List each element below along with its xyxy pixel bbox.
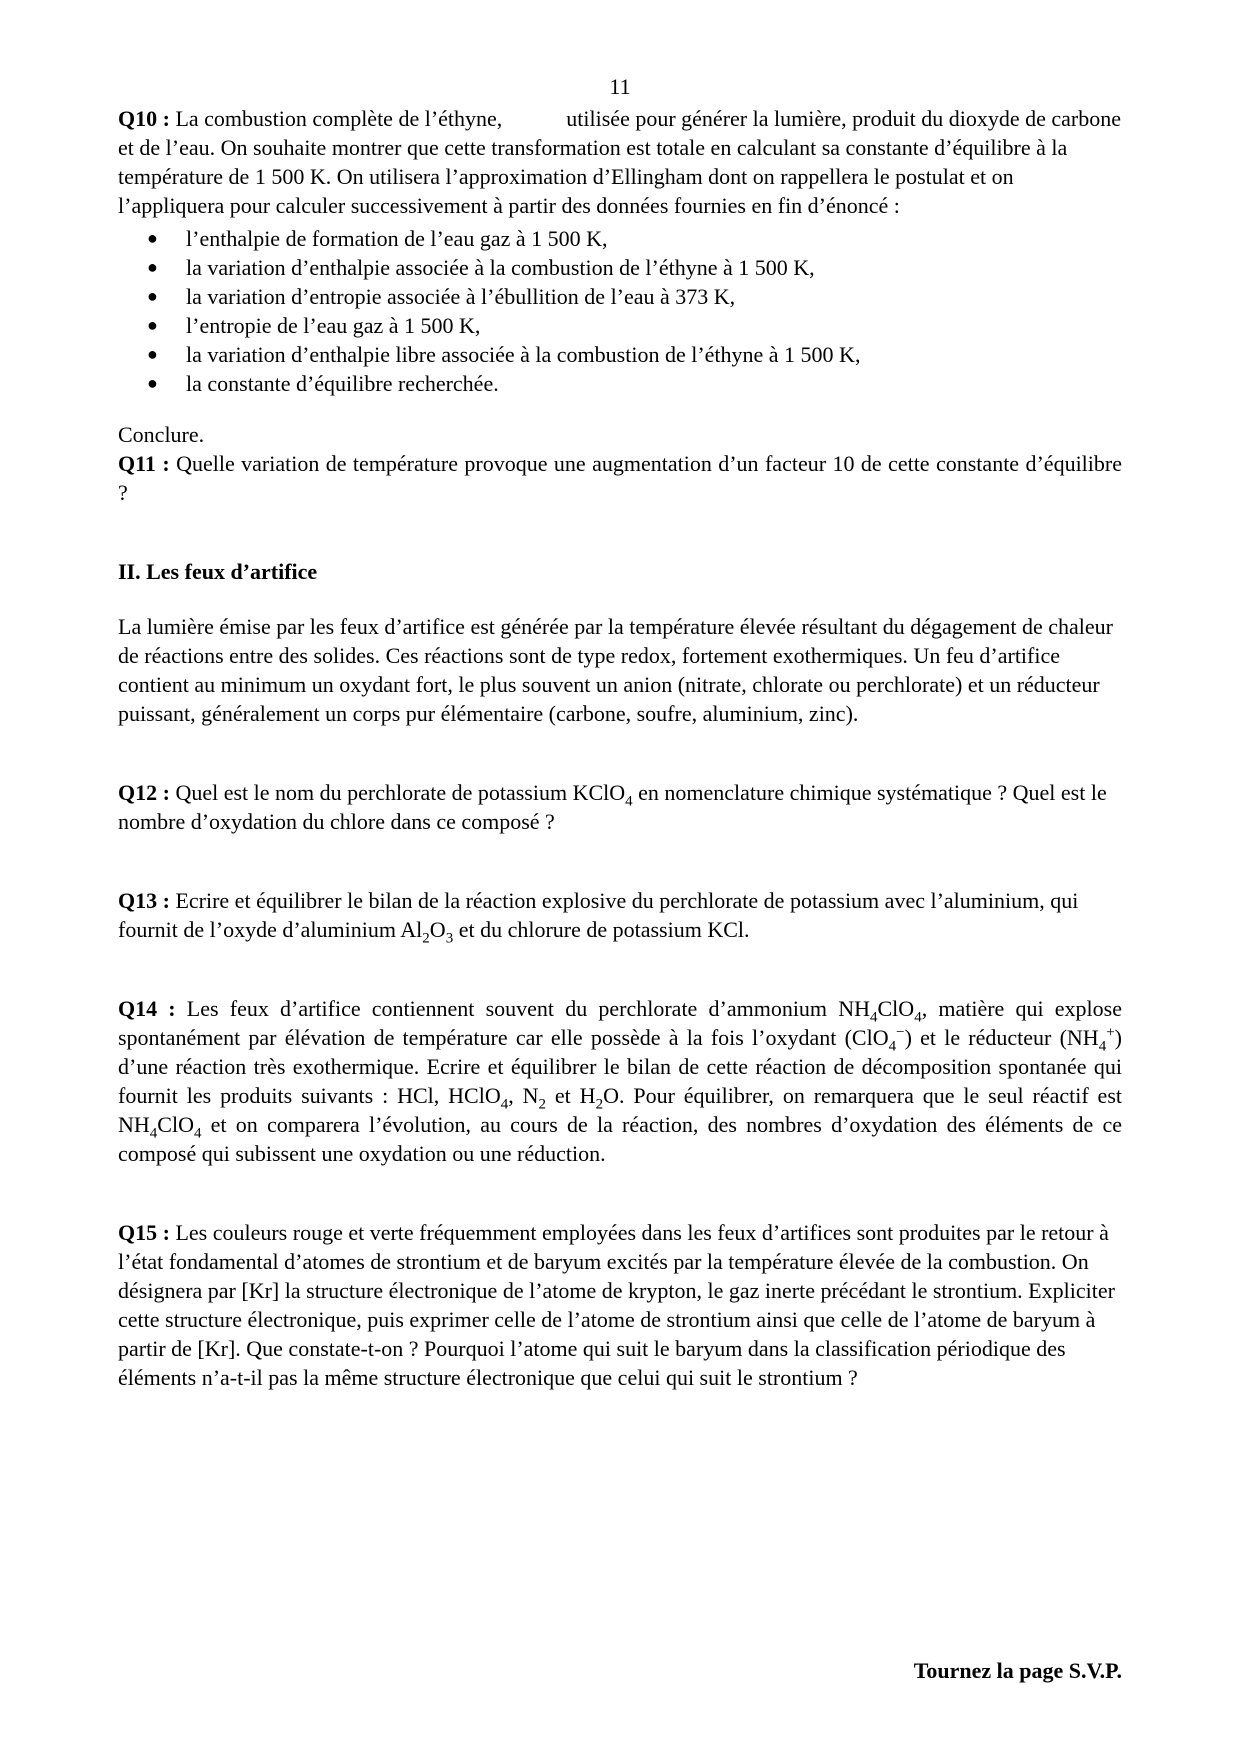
q13-label: Q13 : (118, 888, 170, 913)
section-title (118, 557, 1122, 586)
subscript: 2 (538, 1096, 547, 1113)
subscript: 4 (870, 1009, 878, 1026)
list-item-text: la variation d’entropie associée à l’ébullition de l’eau à 373 K, (186, 284, 736, 309)
question-q12 (118, 778, 1122, 836)
subscript: 2 (422, 930, 430, 947)
subscript: 4 (149, 1125, 158, 1142)
list-item-text: l’entropie de l’eau gaz à 1 500 K, (186, 313, 481, 338)
q12-text: Quel est le nom du perchlorate de potassium KClO (169, 780, 626, 805)
q14-text: O. Pour équilibrer, on remarquera que le seul réactif est NH (118, 1083, 1122, 1137)
q14-text: ClO (877, 996, 915, 1021)
q13-text: O (429, 917, 446, 942)
question-q13 (118, 886, 1122, 947)
q10-label: Q10 : (118, 106, 170, 131)
list-item-text: la variation d’enthalpie associée à la combustion de l’éthyne à 1 500 K, (186, 255, 815, 280)
q14-text: et H (546, 1083, 596, 1108)
subscript: 4 (193, 1125, 202, 1142)
q10-bullet-list (118, 224, 1122, 398)
list-item-text: l’enthalpie de formation de l’eau gaz à 1 500 K, (186, 226, 608, 251)
question-q10 (118, 104, 1122, 220)
q14-text: , matière qui explose spontanément par élévation de température car elle possède à la fois l’oxydant (ClO (118, 996, 1122, 1050)
q14-text: et on comparera l’évolution, au cours de la réaction, des nombres d’oxydation des éléments de ce composé qui subissent une oxydation ou une réduction. (118, 1112, 1122, 1166)
bullet-icon: ● (147, 344, 158, 364)
list-item (118, 340, 1122, 369)
q15-text: Les couleurs rouge et verte fréquemment employées dans les feux d’artifices sont produites par le retour à l’état fondamental d’atomes de strontium et de baryum excités par la température élevée de la combustion. On désignera par [Kr] la structure électronique de l’atome de krypton, le gaz inerte précédant le strontium. Expliciter cette structure électronique, puis exprimer celle de l’atome de strontium ainsi que celle de l’atome de baryum à partir de [Kr]. Que constate-t-on ? Pourquoi l’atome qui suit le baryum dans la classification périodique des éléments n’a-t-il pas la même structure électronique que celui qui suit le strontium ? (118, 1220, 1115, 1390)
q14-label: Q14 : (118, 996, 176, 1021)
list-item (118, 282, 1122, 311)
list-item-text: la variation d’enthalpie libre associée à la combustion de l’éthyne à 1 500 K, (186, 342, 861, 367)
subscript: 4 (500, 1096, 509, 1113)
q10-text-rest: utilisée pour générer la lumière, produit du dioxyde de carbone et de l’eau. On souhaite montrer que cette transformation est totale en calculant sa constante d’équilibre à la température de 1 500 K. On utilisera l’approximation d’Ellingham dont on rappellera le postulat et on l’appliquera pour calculer successivement à partir des données fournies en fin d’énoncé : (118, 106, 1121, 218)
q14-text: , N (508, 1083, 539, 1108)
section-title-text: II. Les feux d’artifice (118, 559, 318, 584)
footer-turn-page: Tournez la page S.V.P. (913, 1658, 1122, 1683)
subscript: 4 (625, 793, 633, 810)
q15-label: Q15 : (118, 1220, 170, 1245)
section-intro: La lumière émise par les feux d’artifice est générée par la température élevée résultant du dégagement de chaleur de réactions entre des solides. Ces réactions sont de type redox, fortement exothermiques. Un feu d’artifice contient au minimum un oxydant fort, le plus souvent un anion (nitrate, chlorate ou perchlorate) et un réducteur puissant, généralement un corps pur élémentaire (carbone, soufre, aluminium, zinc). (118, 614, 1113, 726)
bullet-icon: ● (147, 315, 158, 335)
list-item (118, 369, 1122, 398)
q11-label: Q11 : (118, 451, 170, 476)
subscript: 4 (914, 1009, 922, 1026)
superscript: + (1106, 1024, 1115, 1041)
q10-text-start: La combustion complète de l’éthyne, (169, 106, 503, 131)
list-item-text: la constante d’équilibre recherchée. (186, 371, 499, 396)
subscript: 4 (888, 1038, 897, 1055)
list-item (118, 311, 1122, 340)
q11-text: Quelle variation de température provoque une augmentation d’un facteur 10 de cette constante d’équilibre ? (118, 451, 1123, 505)
question-q11 (118, 449, 1122, 507)
q14-text: Les feux d’artifice contiennent souvent du perchlorate d’ammonium NH (175, 996, 870, 1021)
bullet-icon: ● (147, 373, 158, 393)
list-item (118, 253, 1122, 282)
superscript: − (896, 1024, 905, 1041)
page-number: 11 (609, 74, 631, 99)
q13-text: Ecrire et équilibrer le bilan de la réaction explosive du perchlorate de potassium avec l’aluminium, qui fournit de l’oxyde d’aluminium Al (118, 888, 1079, 942)
question-q14 (118, 994, 1122, 1168)
page-content (118, 104, 1122, 1392)
q13-text: et du chlorure de potassium KCl. (453, 917, 750, 942)
subscript: 4 (1098, 1038, 1107, 1055)
q14-text: ClO (157, 1112, 194, 1137)
q12-label: Q12 : (118, 780, 170, 805)
q14-text: ) et le réducteur (NH (904, 1025, 1099, 1050)
q12-text: en nomenclature chimique systématique ? Quel est le nombre d’oxydation du chlore dans ce composé ? (118, 780, 1107, 834)
question-q15 (118, 1218, 1122, 1392)
bullet-icon: ● (147, 286, 158, 306)
subscript: 3 (445, 930, 454, 947)
q10-conclude: Conclure. (118, 422, 205, 447)
bullet-icon: ● (147, 228, 158, 248)
q14-text: ) d’une réaction très exothermique. Ecrire et équilibrer le bilan de cette réaction de décomposition spontanée qui fournit les produits suivants : HCl, HClO (118, 1025, 1122, 1108)
list-item (118, 224, 1122, 253)
subscript: 2 (595, 1096, 604, 1113)
bullet-icon: ● (147, 257, 158, 277)
